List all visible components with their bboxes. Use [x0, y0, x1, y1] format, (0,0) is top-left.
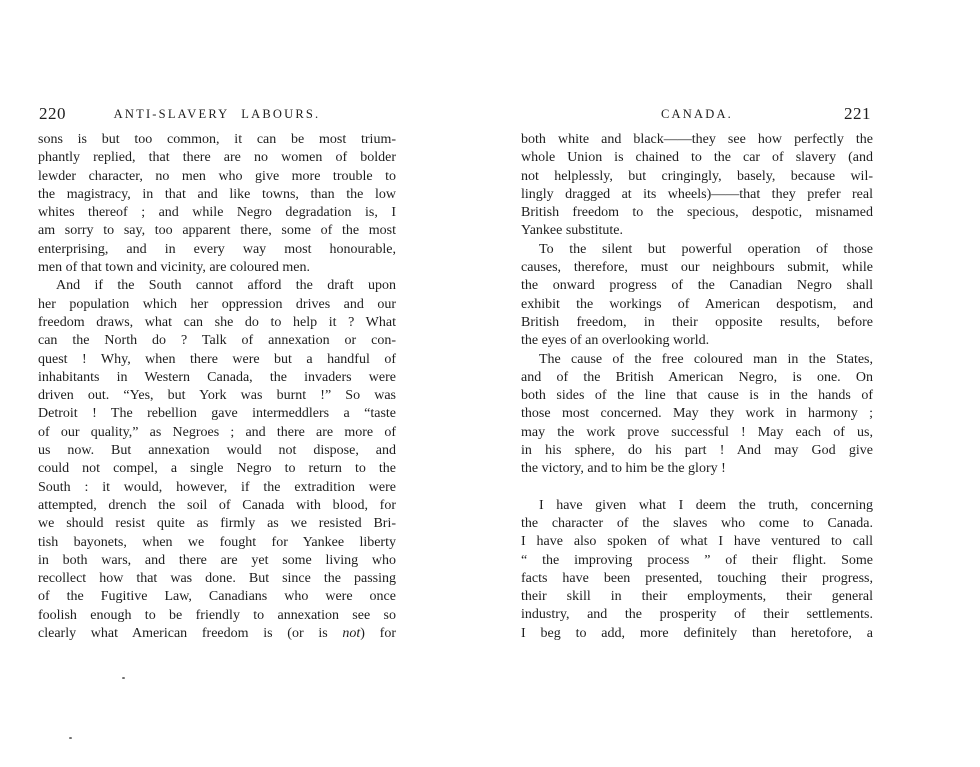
text-line: Yankee substitute. [521, 223, 624, 239]
text-line: their skill in their employments, their general [521, 589, 873, 605]
text-line: the character of the slaves who come to Canada. [521, 515, 873, 531]
text-line: To the silent but powerful operation of those [539, 241, 873, 257]
text-line: industry, and the prosperity of their settlements. [521, 607, 873, 623]
text-line: freedom draws, what can she do to help it ? What [38, 314, 396, 330]
text-line: clearly what American freedom is (or is not) for [38, 626, 396, 642]
text-line: phantly replied, that there are no women of bolder [38, 150, 396, 166]
paragraph [521, 131, 873, 241]
text-line: and of the British American Negro, is one. On [521, 369, 873, 385]
right-page-header [521, 104, 873, 131]
text-line: South : it would, however, if the extradition were [38, 479, 396, 495]
right-page-body [521, 131, 873, 643]
text-line: in his sphere, do his part ! And may God give [521, 443, 873, 459]
text-line: I have given what I deem the truth, concerning [539, 497, 873, 513]
text-line: in both wars, and there are yet some living who [38, 552, 396, 568]
text-line: I beg to add, more definitely than heretofore, a [521, 625, 873, 641]
text-line: recollect how that was done. But since the passing [38, 571, 396, 587]
text-line: we should resist quite as firmly as we resisted Bri- [38, 516, 396, 532]
text-line: And if the South cannot afford the draft upon [56, 278, 396, 294]
left-page-body [38, 131, 396, 643]
text-line: tish bayonets, when we fought for Yankee liberty [38, 534, 396, 550]
left-page-header [38, 104, 396, 131]
text-line: sons is but too common, it can be most trium- [38, 132, 396, 147]
text-line: those most concerned. May they work in harmony ; [521, 406, 873, 422]
text-line: attempted, drench the soil of Canada with blood, for [38, 497, 396, 513]
right-running-title: CANADA. [661, 107, 733, 121]
text-line: whites thereof ; and while Negro degradation is, I [38, 205, 396, 221]
text-line: causes, therefore, must our neighbours submit, while [521, 260, 873, 276]
text-line: British freedom to the specious, despotic, misnamed [521, 205, 873, 221]
text-line: not helplessly, but cringingly, basely, because wil- [521, 168, 873, 184]
text-line: lingly dragged at its wheels)——that they prefer real [521, 186, 873, 202]
text-line: may the work prove successful ! May each of us, [521, 424, 873, 440]
text-line: foolish enough to be friendly to annexation see so [38, 607, 396, 623]
text-line: both sides of the line that cause is in the hands of [521, 388, 873, 404]
paragraph [521, 351, 873, 479]
left-page-number: 220 [39, 104, 66, 123]
left-page [38, 104, 396, 643]
text-line: could not compel, a single Negro to return to the [38, 461, 396, 477]
text-line: us now. But annexation would not dispose, and [38, 443, 396, 459]
text-line: The cause of the free coloured man in the States, [539, 351, 873, 367]
text-line: men of that town and vicinity, are coloured men. [38, 260, 311, 276]
text-line: of the Fugitive Law, Canadians who were once [38, 589, 396, 605]
text-line: the magistracy, in that and like towns, than the low [38, 186, 396, 202]
text-line: am sorry to say, too apparent there, some of the most [38, 223, 396, 239]
scan-speck [122, 677, 125, 679]
paragraph [38, 277, 396, 643]
text-line: “ the improving process ” of their flight. Some [521, 552, 873, 568]
paragraph [38, 131, 396, 277]
text-line: driven out. “Yes, but York was burnt !” So was [38, 388, 396, 404]
text-line: the eyes of an overlooking world. [521, 333, 710, 349]
text-line: enterprising, and in every way most honourable, [38, 241, 396, 257]
right-page-number: 221 [844, 104, 871, 123]
text-line: the onward progress of the Canadian Negro shall [521, 278, 873, 294]
scan-speck [69, 737, 72, 739]
text-line: exhibit the workings of American despotism, and [521, 296, 873, 312]
text-line: British freedom, in their opposite results, before [521, 314, 873, 330]
text-line: can the North do ? Talk of annexation or con- [38, 333, 396, 349]
paragraph [521, 497, 873, 643]
right-page [521, 104, 873, 643]
text-line: facts have been presented, touching their progress, [521, 570, 873, 586]
text-line: of our quality,” as Negroes ; and there are more of [38, 424, 396, 440]
text-line: inhabitants in Western Canada, the invaders were [38, 369, 396, 385]
paragraph [521, 241, 873, 351]
text-line: her population which her oppression drives and our [38, 296, 396, 312]
text-line: whole Union is chained to the car of slavery (and [521, 150, 873, 166]
text-line: the victory, and to him be the glory ! [521, 461, 726, 477]
left-running-title: ANTI-SLAVERY LABOURS. [113, 107, 321, 121]
text-line: lewder character, no men who give more trouble to [38, 168, 396, 184]
text-line: quest ! Why, when there were but a handful of [38, 351, 396, 367]
text-line: both white and black——they see how perfectly the [521, 132, 873, 147]
text-line: I have also spoken of what I have ventured to call [521, 534, 873, 550]
text-line: Detroit ! The rebellion gave intermeddlers a “taste [38, 406, 396, 422]
